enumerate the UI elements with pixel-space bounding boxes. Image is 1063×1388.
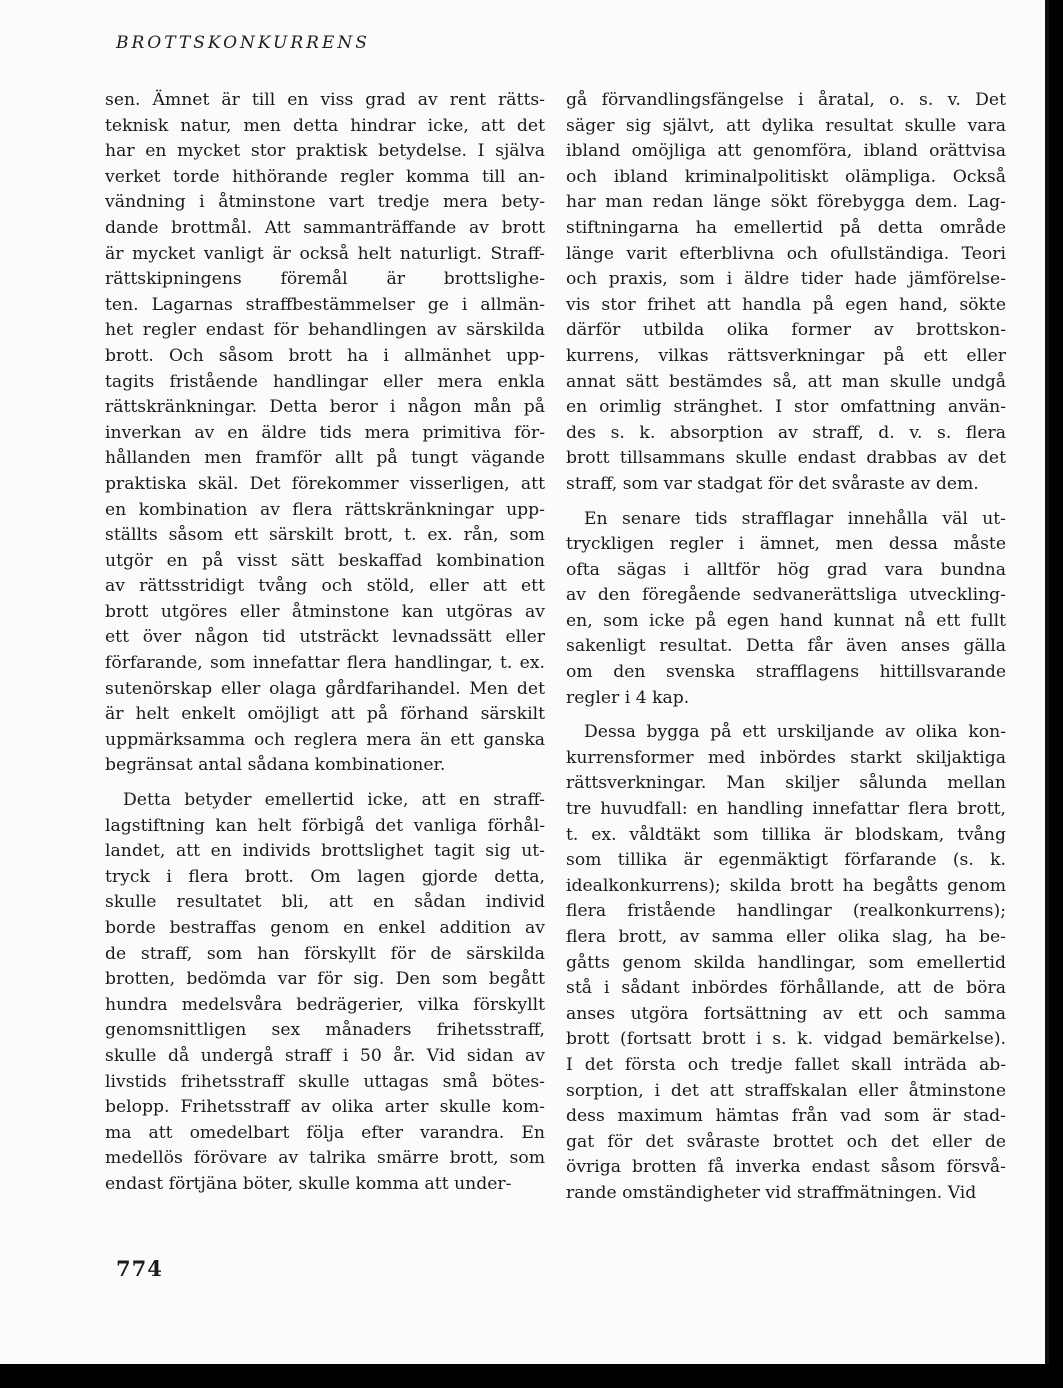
- text-line: brott utgöres eller åtminstone kan utgöras av: [105, 601, 545, 622]
- text-line: en kombination av flera rättskränkningar upp-: [105, 499, 545, 520]
- text-line: sutenörskap eller olaga gårdfarihandel. Men det: [105, 678, 545, 699]
- text-line: dande brottmål. Att sammanträffande av brott: [105, 217, 545, 238]
- text-line: En senare tids strafflagar innehålla väl ut-: [584, 508, 1006, 529]
- text-line: straff, som var stadgat för det svåraste av dem.: [566, 473, 979, 494]
- text-line: I det första och tredje fallet skall inträda ab-: [566, 1054, 1006, 1075]
- text-line: vändning i åtminstone vart tredje mera bety-: [105, 192, 545, 213]
- text-line: hundra medelsvåra bedrägerier, vilka förskyllt: [105, 994, 545, 1015]
- text-line: t. ex. våldtäkt som tillika är blodskam, tvång: [566, 824, 1006, 845]
- text-line: kurrens, vilkas rättsverkningar på ett eller: [566, 345, 1006, 366]
- text-line: medellös förövare av talrika smärre brott, som: [105, 1148, 545, 1169]
- text-line: skulle resultatet bli, att en sådan individ: [105, 892, 545, 913]
- text-line: därför utbilda olika former av brottskon-: [566, 320, 1006, 341]
- right-paragraph-3: [566, 720, 1006, 1206]
- text-line: sakenligt resultat. Detta får även anses gälla: [566, 636, 1006, 657]
- text-line: sorption, i det att straffskalan eller åtminstone: [566, 1080, 1006, 1101]
- text-line: som tillika är egenmäktigt förfarande (s. k.: [566, 850, 1006, 871]
- text-line: regler i 4 kap.: [566, 687, 690, 708]
- left-paragraph-2: [105, 788, 545, 1198]
- text-line: het regler endast för behandlingen av särskilda: [105, 320, 545, 341]
- text-line: lagstiftning kan helt förbigå det vanliga förhål-: [105, 815, 545, 836]
- page-number: 774: [116, 1256, 163, 1281]
- text-line: gå förvandlingsfängelse i åratal, o. s. v. Det: [566, 90, 1006, 110]
- text-line: kurrensformer med inbördes starkt skiljaktiga: [566, 747, 1006, 768]
- left-paragraph-1: [105, 88, 545, 779]
- text-line: har en mycket stor praktisk betydelse. I själva: [105, 141, 545, 162]
- text-line: gåtts genom skilda handlingar, som emellertid: [566, 952, 1006, 973]
- right-paragraph-1: [566, 88, 1006, 498]
- text-line: av den föregående sedvanerättsliga utveckling-: [566, 585, 1006, 606]
- text-line: sen. Ämnet är till en viss grad av rent rätts-: [105, 90, 545, 110]
- text-line: praktiska skäl. Det förekommer visserligen, att: [105, 473, 545, 494]
- running-head: BROTTSKONKURRENS: [116, 33, 370, 53]
- text-line: dess maximum hämtas från vad som är stad-: [566, 1106, 1006, 1127]
- text-line: och praxis, som i äldre tider hade jämförelse-: [566, 269, 1006, 290]
- text-line: säger sig självt, att dylika resultat skulle vara: [566, 115, 1006, 136]
- text-line: en, som icke på egen hand kunnat nå ett fullt: [566, 610, 1006, 631]
- right-column: [566, 88, 1006, 1207]
- text-line: tre huvudfall: en handling innefattar flera brott,: [566, 799, 1006, 820]
- text-line: skulle då undergå straff i 50 år. Vid sidan av: [105, 1045, 545, 1066]
- text-line: begränsat antal sådana kombinationer.: [105, 755, 446, 776]
- text-line: Detta betyder emellertid icke, att en straff-: [123, 790, 545, 811]
- text-line: rande omständigheter vid straffmätningen. Vid: [566, 1182, 977, 1203]
- text-line: och ibland kriminalpolitiskt olämpliga. Också: [566, 166, 1006, 187]
- text-line: av rättsstridigt tvång och stöld, eller att ett: [105, 576, 545, 597]
- text-line: Dessa bygga på ett urskiljande av olika kon-: [584, 722, 1006, 743]
- text-line: länge varit efterblivna och ofullständiga. Teori: [566, 243, 1006, 264]
- text-line: rättskipningens föremål är brottslighe-: [105, 269, 545, 290]
- text-line: ma att omedelbart följa efter varandra. En: [105, 1122, 545, 1143]
- text-line: brott (fortsatt brott i s. k. vidgad bemärkelse).: [566, 1029, 1006, 1050]
- text-line: vis stor frihet att handla på egen hand, sökte: [566, 294, 1006, 315]
- text-line: brott tillsammans skulle endast drabbas av det: [566, 448, 1006, 469]
- paragraph-gap: [566, 711, 1006, 720]
- text-line: om den svenska strafflagens hittillsvarande: [566, 662, 1006, 683]
- text-line: tryckligen regler i ämnet, men dessa måste: [566, 534, 1006, 555]
- text-line: flera fristående handlingar (realkonkurrens);: [566, 901, 1006, 922]
- scan-border: [0, 1364, 1063, 1388]
- text-line: brott. Och såsom brott ha i allmänhet upp-: [105, 345, 545, 366]
- text-line: de straff, som han förskyllt för de särskilda: [105, 943, 545, 964]
- text-line: uppmärksamma och reglera mera än ett ganska: [105, 729, 545, 750]
- text-line: tryck i flera brott. Om lagen gjorde detta,: [105, 866, 545, 887]
- right-paragraph-2: [566, 507, 1006, 712]
- text-line: flera brott, av samma eller olika slag, ha be-: [566, 927, 1006, 947]
- text-line: ten. Lagarnas straffbestämmelser ge i allmän-: [105, 294, 545, 315]
- paragraph-gap: [566, 498, 1006, 507]
- text-line: inverkan av en äldre tids mera primitiva för-: [105, 422, 545, 443]
- text-line: genomsnittligen sex månaders frihetsstraff,: [105, 1020, 545, 1041]
- text-line: livstids frihetsstraff skulle uttagas små bötes-: [105, 1071, 545, 1092]
- text-line: verket torde hithörande regler komma till an-: [105, 166, 545, 187]
- text-line: är helt enkelt omöjligt att på förhand särskilt: [105, 704, 545, 725]
- text-line: belopp. Frihetsstraff av olika arter skulle kom-: [105, 1097, 545, 1118]
- text-line: gat för det svåraste brottet och det eller de: [566, 1131, 1006, 1152]
- text-line: hållanden men framför allt på tungt vägande: [105, 448, 545, 469]
- text-line: stiftningarna ha emellertid på detta område: [566, 217, 1006, 238]
- text-line: ibland omöjliga att genomföra, ibland orättvisa: [566, 141, 1006, 162]
- text-line: tagits fristående handlingar eller mera enkla: [105, 371, 545, 392]
- text-line: är mycket vanligt är också helt naturligt. Straff-: [105, 243, 545, 264]
- text-line: en orimlig stränghet. I stor omfattning använ-: [566, 397, 1006, 418]
- text-line: har man redan länge sökt förebygga dem. Lag-: [566, 192, 1006, 213]
- text-line: rättsverkningar. Man skiljer sålunda mellan: [566, 773, 1006, 794]
- text-line: des s. k. absorption av straff, d. v. s. flera: [566, 422, 1006, 443]
- text-line: annat sätt bestämdes så, att man skulle undgå: [566, 371, 1006, 392]
- text-line: förfarande, som innefattar flera handlingar, t. ex.: [105, 653, 545, 674]
- text-line: ofta sägas i alltför hög grad vara bundna: [566, 559, 1006, 580]
- text-line: anses utgöra fortsättning av ett och samma: [566, 1003, 1006, 1024]
- text-line: utgör en på visst sätt beskaffad kombination: [105, 550, 545, 571]
- text-line: stå i sådant inbördes förhållande, att de böra: [566, 978, 1006, 999]
- text-line: borde bestraffas genom en enkel addition av: [105, 918, 545, 938]
- text-line: ställts såsom ett särskilt brott, t. ex. rån, som: [105, 525, 545, 546]
- text-line: brotten, bedömda var för sig. Den som begått: [105, 969, 545, 990]
- paragraph-gap: [105, 779, 545, 788]
- text-line: idealkonkurrens); skilda brott ha begåtts genom: [566, 875, 1006, 896]
- text-line: endast förtjäna böter, skulle komma att under-: [105, 1173, 512, 1194]
- text-line: övriga brotten få inverka endast såsom försvå-: [566, 1157, 1006, 1178]
- text-line: landet, att en individs brottslighet tagit sig ut-: [105, 841, 545, 862]
- text-line: ett över någon tid utsträckt levnadssätt eller: [105, 627, 545, 648]
- left-column: [105, 88, 545, 1198]
- text-line: teknisk natur, men detta hindrar icke, att det: [105, 115, 545, 136]
- text-line: rättskränkningar. Detta beror i någon mån på: [105, 397, 545, 418]
